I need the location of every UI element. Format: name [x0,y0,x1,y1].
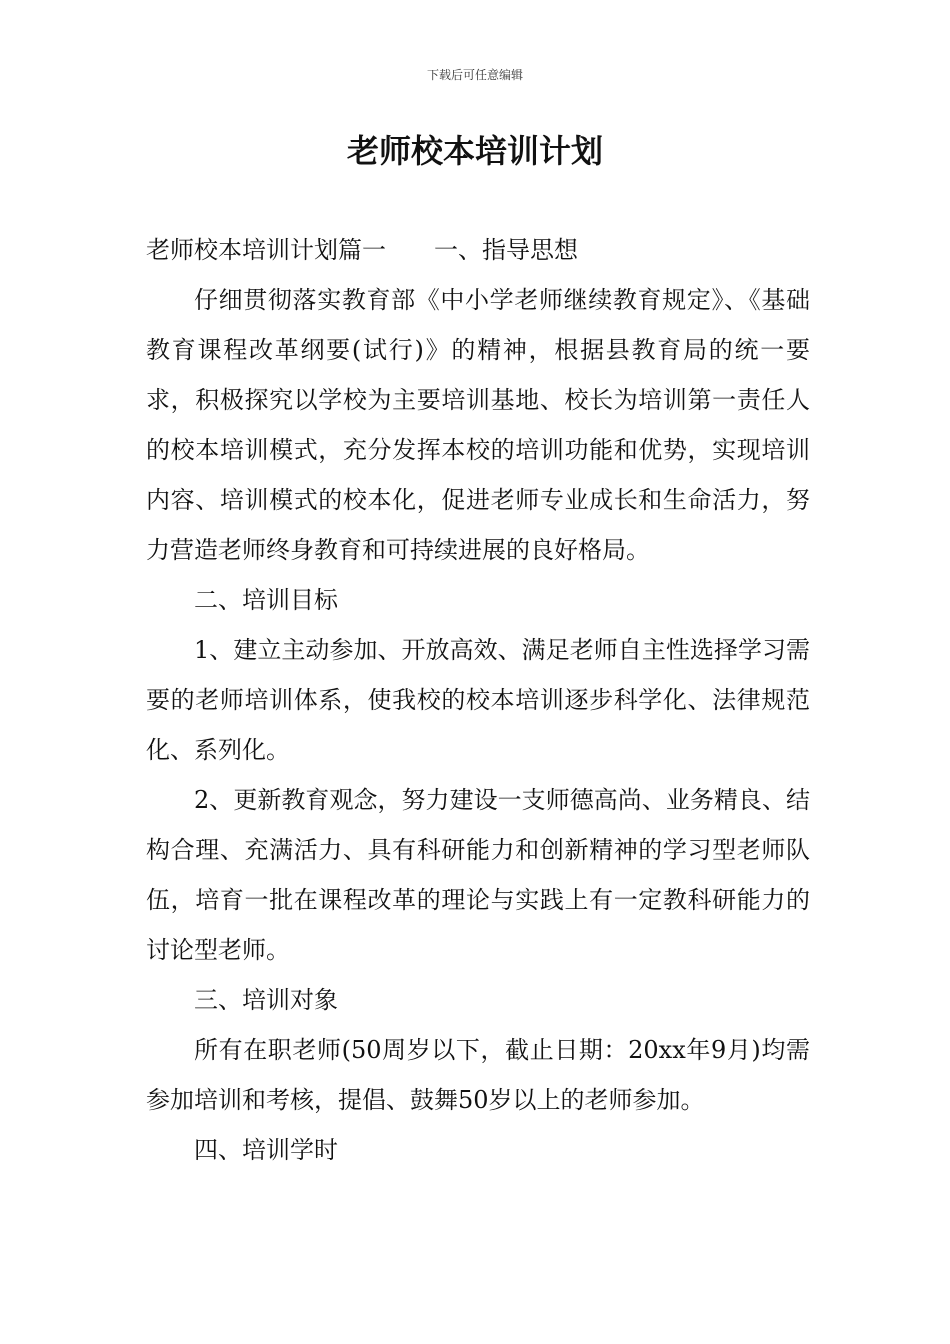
paragraph-guiding-thought: 仔细贯彻落实教育部《中小学老师继续教育规定》、《基础教育课程改革纲要(试行)》的精神，根据县教育局的统一要求，积极探究以学校为主要培训基地、校长为培训第一责任人的校本培训模式，充分发挥本校的培训功能和优势，实现培训内容、培训模式的校本化，促进老师专业成长和生命活力，努力营造老师终身教育和可持续进展的良好格局。 [146,286,810,564]
intro-line [146,225,810,275]
paragraph-goal-2: 2、更新教育观念，努力建设一支师德高尚、业务精良、结构合理、充满活力、具有科研能力和创新精神的学习型老师队伍，培育一批在课程改革的理论与实践上有一定教科研能力的讨论型老师。 [146,786,810,964]
paragraph-goal-1: 1、建立主动参加、开放高效、满足老师自主性选择学习需要的老师培训体系，使我校的校本培训逐步科学化、法律规范化、系列化。 [146,636,810,764]
document-title: 老师校本培训计划 [346,132,603,170]
section-heading-2: 二、培训目标 [194,586,338,614]
paragraph-target: 所有在职老师(50周岁以下，截止日期：20xx年9月)均需参加培训和考核，提倡、鼓舞50岁以上的老师参加。 [146,1036,810,1114]
section-heading-1: 一、指导思想 [434,236,578,264]
section-heading-3: 三、培训对象 [194,986,338,1014]
document-body [146,225,810,1175]
part-label: 老师校本培训计划篇一 [146,236,386,264]
header-note: 下载后可任意编辑 [426,68,523,82]
section-heading-4: 四、培训学时 [194,1136,338,1164]
